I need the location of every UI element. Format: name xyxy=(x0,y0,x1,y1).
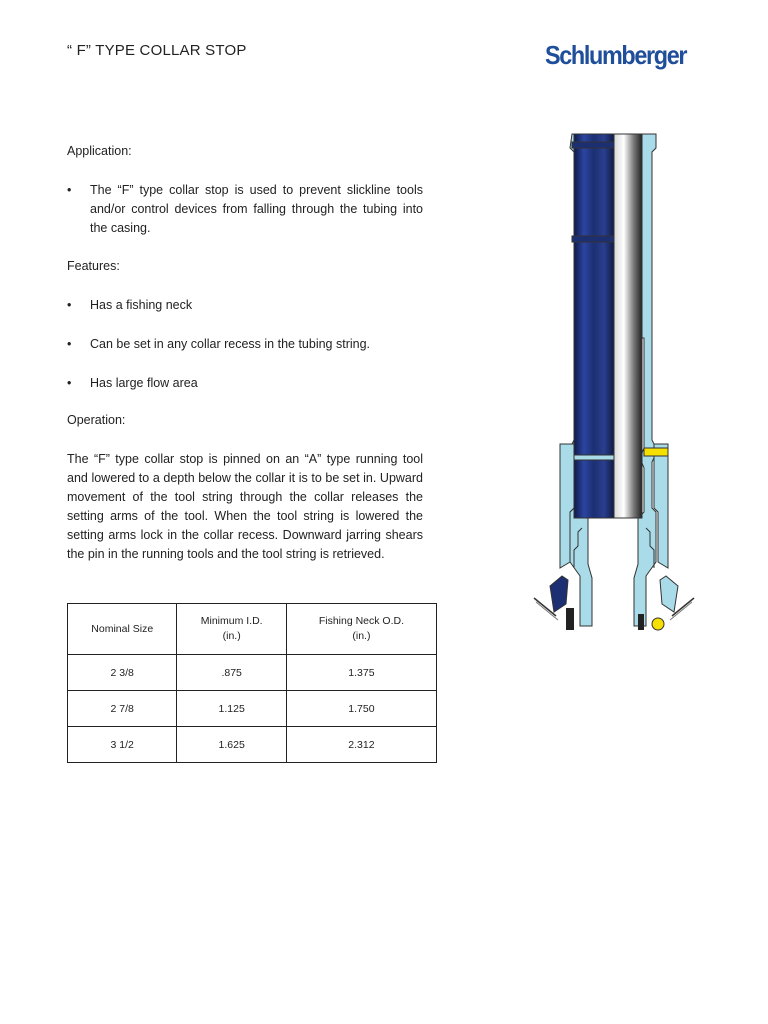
features-bullet xyxy=(67,296,423,315)
table-cell: .875 xyxy=(177,655,286,691)
table-cell: 1.625 xyxy=(177,727,286,763)
collar-stop-cross-section-drawing xyxy=(528,128,700,634)
features-heading: Features: xyxy=(67,259,120,273)
bullet-icon: • xyxy=(67,337,72,351)
table-cell: 1.750 xyxy=(286,691,436,727)
table-cell: 2 7/8 xyxy=(68,691,177,727)
bullet-icon: • xyxy=(67,376,72,390)
table-cell: 1.375 xyxy=(286,655,436,691)
table-row xyxy=(68,727,437,763)
collar-stop-cross-section-icon xyxy=(528,128,700,634)
table-cell: 1.125 xyxy=(177,691,286,727)
application-heading: Application: xyxy=(67,144,132,158)
operation-paragraph: The “F” type collar stop is pinned on an “A” type running tool and lowered to a depth below the collar it is to be set in. Upward movement of the tool string through the collar releases the setting arms of the tool. When the tool string is lowered the setting arms lock in the collar recess. Downward jarring shears the pin in the running tools and the tool string is retrieved. xyxy=(67,452,423,561)
schlumberger-logo: Schlumberger xyxy=(545,40,687,70)
table-header-row xyxy=(68,604,437,655)
application-bullet xyxy=(67,181,423,238)
application-bullet-text: The “F” type collar stop is used to prevent slickline tools and/or control devices from falling through the tubing into the casing. xyxy=(90,183,423,235)
table-cell: 3 1/2 xyxy=(68,727,177,763)
features-bullet-text: Has large flow area xyxy=(90,376,198,390)
bullet-icon: • xyxy=(67,183,72,197)
table-cell: 2 3/8 xyxy=(68,655,177,691)
table-header-cell: Nominal Size xyxy=(68,604,177,655)
specifications-table xyxy=(67,603,437,763)
table-header-cell: Fishing Neck O.D. (in.) xyxy=(286,604,436,655)
features-bullet-text: Has a fishing neck xyxy=(90,298,193,312)
table-cell: 2.312 xyxy=(286,727,436,763)
features-bullet xyxy=(67,374,423,393)
features-bullet xyxy=(67,335,423,354)
table-row xyxy=(68,691,437,727)
table-row xyxy=(68,655,437,691)
features-bullet-text: Can be set in any collar recess in the tubing string. xyxy=(90,337,371,351)
table-header-cell: Minimum I.D. (in.) xyxy=(177,604,286,655)
operation-heading: Operation: xyxy=(67,413,126,427)
bullet-icon: • xyxy=(67,298,72,312)
page-title: “ F” TYPE COLLAR STOP xyxy=(67,42,247,59)
